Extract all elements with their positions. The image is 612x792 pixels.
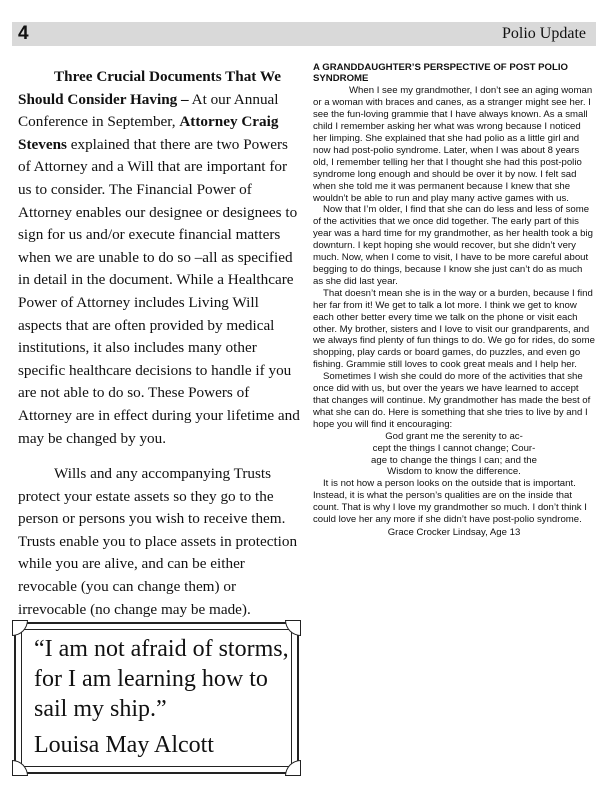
documents-paragraph (18, 66, 300, 450)
documents-heading: Three Crucial Documents That We Should Consider Having – (18, 68, 281, 108)
serenity-prayer (313, 431, 595, 479)
page-number: 4 (18, 23, 29, 44)
article-paragraph: Sometimes I wish she could do more of the activities that she once did with us, but over the years we have learned to accept that changes will continue. My grandmother has made the best of what she can do. Here is something that she tries to live by and I hope you will find it encouraging: (313, 371, 591, 430)
article-paragraph: When I see my grandmother, I don’t see an aging woman or a woman with braces and canes, as a stranger might see her. I see the fun-loving grammie that I have always known. As a small child I remember asking her what was wrong because I noticed her limping. She explained that she had polio as a little girl and now had post-polio syndrome. Later, when I was about 8 years old, I remember telling her that I thought she had this post-polio syndrome long enough and should be over it by now. I felt sad when she told me it was permanent because I knew that she wouldn’t be able to run and play many active games with us. (313, 85, 593, 204)
wills-paragraph: Wills and any accompanying Trusts protect your estate assets so they go to the person or persons you wish to receive them. Trusts enable you to place assets in protection while you are alive, and can be either revocable (you can change them) or irrevocable (no change may be made). (18, 465, 298, 618)
left-column (18, 66, 300, 621)
poem-line: Wisdom to know the difference. (387, 466, 521, 478)
newsletter-title: Polio Update (502, 25, 586, 42)
quote-author: Louisa May Alcott (34, 732, 214, 758)
poem-line: cept the things I cannot change; Cour- (372, 442, 536, 454)
poem-line: age to change the things I can; and the (371, 454, 537, 466)
article-paragraph: Now that I’m older, I find that she can do less and less of some of the activities that we once did together. The early part of this year was a hard time for my grandmother, as her health took a big downturn. I kept hoping she would recover, but she didn’t very much. Now, when I come to visit, I have to be more careful about begging to do things, because I know she just can’t do as much as she did last year. (313, 204, 593, 287)
article-column (313, 62, 595, 539)
documents-intro: At our Annual Conference in September, (18, 90, 279, 131)
article-paragraph: It is not how a person looks on the outside that is important. Instead, it is what the person’s qualities are on the inside that count. That is why I love my grandmother so much. I don’t think I could love her any more if she didn’t have post-polio syndrome. (313, 478, 587, 526)
article-paragraph: That doesn’t mean she is in the way or a burden, because I find her far from it! We get to talk a lot more. I think we get to know each other better every time we talk on the phone or visit each other. My brother, sisters and I love to visit our grandparents, and we always find plenty of fun things to do. We go for rides, do some shopping, play cards or board games, do puzzles, and even go fishing. Grammie still loves to cook great meals and I help her. (313, 287, 595, 371)
article-signature: Grace Crocker Lindsay, Age 13 (387, 526, 521, 538)
quote-box (14, 622, 299, 774)
article-title: A GRANDDAUGHTER’S PERSPECTIVE OF POST POLIO SYNDROME (313, 62, 568, 85)
quote-text: “I am not afraid of storms, for I am learning how to sail my ship.” (34, 636, 289, 722)
attorney-name: Attorney Craig Stevens (18, 113, 279, 153)
poem-line: God grant me the serenity to ac- (385, 430, 523, 442)
documents-body: explained that there are two Powers of Attorney and a Will that are important for us to consider. The Financial Power of Attorney enables our designee or designees to sign for us and/or execute financial matters when we are unable to do so –all as specified in detail in the document. While a Healthcare Power of Attorney includes Living Will aspects that are often provided by medical institutions, it also includes many other specific healthcare decisions to handle if you are not able to do so. These Powers of Attorney are in effect during your lifetime and may be changed by you. (18, 135, 300, 447)
